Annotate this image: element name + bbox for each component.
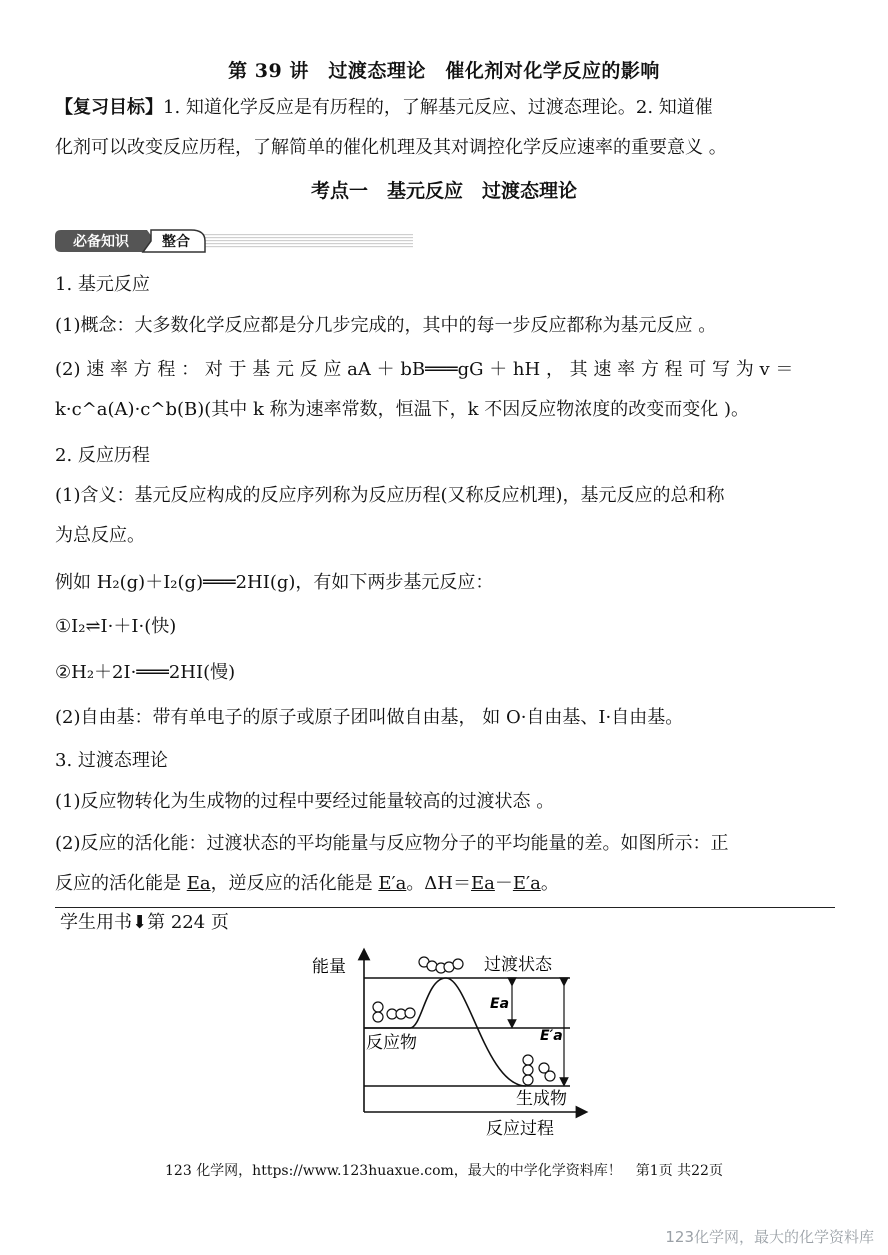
blank-ea-prime: E′a — [378, 873, 407, 894]
objectives-label: 【复习目标】 — [55, 97, 163, 118]
p-activation-end: 。 — [540, 873, 559, 894]
reactant-molecules — [373, 1002, 415, 1022]
p-example: 例如 H₂(g)＋I₂(g)═══2HI(g)，有如下两步基元反应： — [55, 572, 494, 593]
p-activation-line1: (2)反应的活化能：过渡状态的平均能量与反应物分子的平均能量的差。如图所示：正 — [55, 833, 729, 854]
y-axis-label: 能量 — [312, 957, 346, 977]
objectives-line2: 化剂可以改变反应历程，了解简单的催化机理及其对调控化学反应速率的重要意义 。 — [55, 137, 727, 158]
blank-dh-ea-prime: E′a — [512, 873, 541, 894]
blank-dh-ea: Ea — [471, 873, 495, 894]
p-activation-mid: ，逆反应的活化能是 — [210, 873, 379, 894]
p-step2: ②H₂＋2I·═══2HI(慢) — [55, 662, 236, 683]
p-step1: ①I₂⇌I·＋I·(快) — [55, 616, 177, 637]
objectives — [55, 88, 835, 168]
product-molecules — [523, 1055, 555, 1085]
energy-diagram — [300, 942, 590, 1142]
h-elementary-reaction: 1. 基元反应 — [55, 274, 150, 295]
h-transition-state: 3. 过渡态理论 — [55, 750, 168, 771]
objectives-line1: 1. 知道化学反应是有历程的，了解基元反应、过渡态理论。2. 知道催 — [163, 97, 713, 118]
p-rate-line2: k·c^a(A)·c^b(B)(其中 k 称为速率常数，恒温下，k 不因反应物浓度的改变而变化 )。 — [55, 399, 749, 420]
p-activation-post: 。ΔH＝ — [406, 873, 472, 894]
watermark: 123化学网，最大的化学资料库 — [665, 1228, 874, 1246]
reaction-curve — [364, 978, 526, 1086]
section-heading: 考点一 基元反应 过渡态理论 — [310, 180, 577, 202]
page-title: 第 39 讲 过渡态理论 催化剂对化学反应的影响 — [228, 60, 660, 82]
ea-label: Ea — [490, 996, 510, 1012]
p-concept: (1)概念：大多数化学反应都是分几步完成的，其中的每一步反应都称为基元反应 。 — [55, 315, 717, 336]
x-axis-label: 反应过程 — [486, 1119, 554, 1139]
transition-label: 过渡状态 — [484, 955, 552, 975]
p-transition-state: (1)反应物转化为生成物的过程中要经过能量较高的过渡状态 。 — [55, 791, 555, 812]
p-activation-pre: 反应的活化能是 — [55, 873, 187, 894]
p-rate-line1: (2) 速 率 方 程 ： 对 于 基 元 反 应 aA ＋ bB═══gG ＋ hH ， 其 速 率 方 程 可 写 为 v ＝ — [55, 359, 794, 380]
down-arrow-icon: ⬇ — [132, 912, 148, 933]
badge-right-text: 整合 — [162, 234, 190, 250]
reactant-label: 反应物 — [366, 1033, 417, 1053]
p-meaning — [55, 476, 835, 556]
ref-page: 第 224 页 — [147, 912, 229, 933]
badge-left-text: 必备知识 — [73, 234, 129, 250]
divider — [55, 907, 835, 908]
product-label: 生成物 — [516, 1089, 567, 1109]
knowledge-badge — [55, 228, 415, 254]
book-reference — [60, 909, 229, 937]
transition-molecules — [419, 957, 463, 973]
h-reaction-mechanism: 2. 反应历程 — [55, 445, 150, 466]
p-meaning-line2: 为总反应。 — [55, 525, 145, 546]
p-meaning-line1: (1)含义：基元反应构成的反应序列称为反应历程(又称反应机理)，基元反应的总和称 — [55, 485, 725, 506]
p-activation-energy — [55, 824, 835, 904]
p-free-radical: (2)自由基：带有单电子的原子或原子团叫做自由基， 如 O·自由基、I·自由基。 — [55, 707, 684, 728]
ea-prime-label: E′a — [540, 1028, 563, 1044]
blank-ea: Ea — [186, 873, 211, 894]
ref-prefix: 学生用书 — [60, 912, 132, 933]
footer: 123 化学网，https://www.123huaxue.com，最大的中学化学资料库！ 第1页 共22页 — [165, 1163, 723, 1179]
p-activation-minus: － — [494, 873, 513, 894]
badge-stripes — [195, 233, 413, 249]
p-rate-equation — [55, 350, 835, 430]
